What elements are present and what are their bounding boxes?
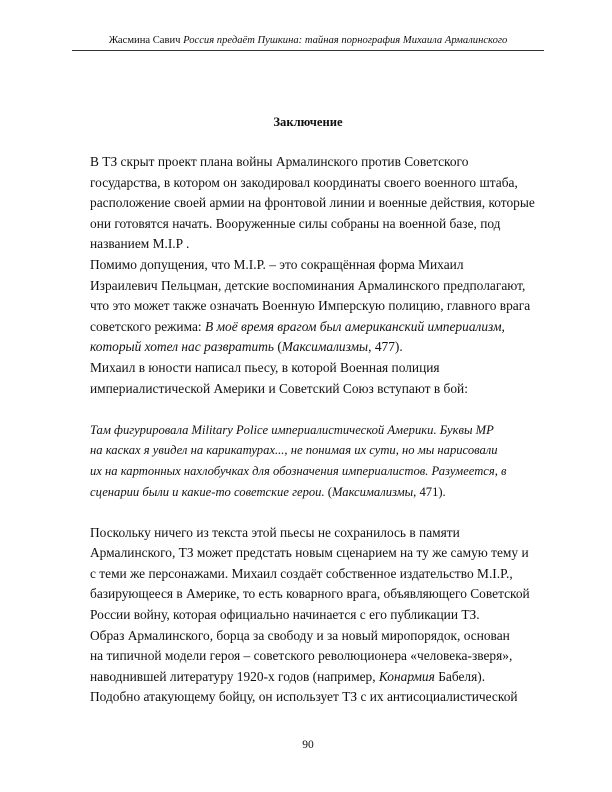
- header-author: Жасмина Савич: [108, 35, 181, 46]
- text-line: с теми же персонажами. Михаил создаёт собственное издательство M.I.P.,: [90, 565, 513, 581]
- text-line: они готовятся начать. Вооруженные силы собраны на военной базе, под: [90, 215, 501, 231]
- text-line: Помимо допущения, что M.I.P. – это сокращённая форма Михаил: [90, 256, 464, 272]
- paragraph-4: [72, 523, 542, 626]
- paragraph-1: [72, 152, 542, 255]
- quote-line: их на картонных нахлобучках для обозначения империалистов. Разумеется, в: [90, 463, 507, 478]
- page-number: 90: [302, 739, 314, 751]
- header-rule: [72, 50, 544, 51]
- quote-line: Там фигурировала Military Police империалистической Америки. Буквы MP: [90, 422, 494, 437]
- text-line: Армалинского, ТЗ может предстать новым сценарием на ту же самую тему и: [90, 545, 529, 561]
- text-line: на типичной модели героя – советского революционера «человека-зверя»,: [90, 648, 513, 664]
- text-segment: (: [273, 339, 282, 355]
- paragraph-2: [72, 255, 542, 358]
- text-line: расположение своей армии на фронтовой линии и военные действия, которые: [90, 195, 535, 211]
- text-line: государства, в котором он закодировал координаты своего военного штаба,: [90, 174, 518, 190]
- running-header: [72, 34, 544, 47]
- text-segment: , 477).: [368, 339, 403, 355]
- text-segment: советского режима:: [90, 318, 205, 334]
- text-line: [72, 337, 542, 358]
- citation-title: Конармия: [378, 668, 435, 684]
- text-line: империалистической Америки и Советский Союз вступают в бой:: [90, 380, 468, 396]
- text-line: России войну, которая официально начинается с его публикации ТЗ.: [90, 607, 480, 623]
- section-title: Заключение: [273, 115, 343, 129]
- citation-title: Максимализмы: [331, 484, 414, 499]
- text-line: Михаил в юности написал пьесу, в которой Военная полиция: [90, 359, 440, 375]
- text-segment: (: [324, 484, 332, 499]
- text-line: [72, 667, 542, 688]
- paragraph-3: [72, 358, 542, 399]
- quoted-phrase: который хотел нас развратить: [90, 339, 274, 355]
- text-line: Поскольку ничего из текста этой пьесы не сохранилось в памяти: [90, 524, 460, 540]
- text-line: [72, 317, 542, 338]
- text-line: В ТЗ скрыт проект плана войны Армалинского против Советского: [90, 154, 469, 169]
- text-line: Подобно атакующему бойцу, он использует ТЗ с их антисоциалистической: [90, 689, 518, 705]
- body-text: [72, 152, 542, 708]
- block-quote: [72, 420, 542, 502]
- text-segment: Бабеля).: [434, 668, 486, 684]
- quote-line: на касках я увидел на карикатурах..., не понимая их сути, но мы нарисовали: [90, 443, 498, 458]
- quoted-phrase: В моё время врагом был американский империализм,: [204, 318, 505, 334]
- text-line: Израилевич Пельцман, детские воспоминания Армалинского предполагают,: [90, 277, 526, 293]
- text-segment: , 471).: [413, 484, 446, 499]
- header-book-title: Россия предаёт Пушкина: тайная порнография Михаила Армалинского: [183, 35, 508, 46]
- paragraph-5: [72, 626, 542, 708]
- text-line: Образ Армалинского, борца за свободу и за новый миропорядок, основан: [90, 627, 510, 643]
- quote-line: [90, 482, 542, 503]
- citation-title: Максимализмы: [281, 339, 369, 355]
- text-line: что это может также означать Военную Имперскую полицию, главного врага: [90, 298, 531, 314]
- text-segment: сценарии были и какие-то советские герои.: [90, 484, 325, 499]
- text-line: названием M.I.P .: [90, 236, 190, 252]
- text-segment: наводнившей литературу 1920-х годов (например,: [90, 668, 379, 684]
- text-line: базирующееся в Америке, то есть коварного врага, объявляющего Советской: [90, 586, 530, 602]
